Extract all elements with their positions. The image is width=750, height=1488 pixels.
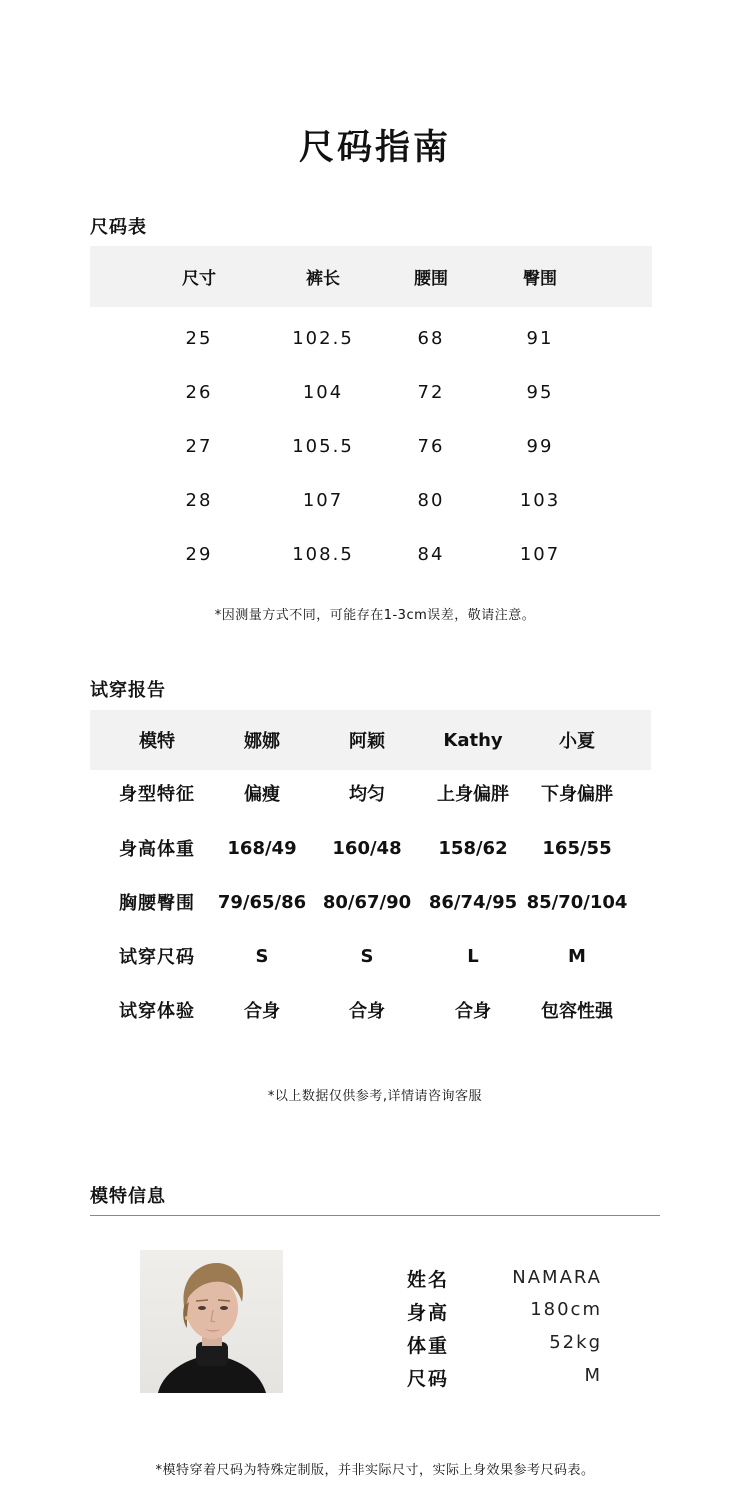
table-cell: L <box>467 945 479 967</box>
table-cell: 86/74/95 <box>428 891 518 913</box>
row-label: 试穿体验 <box>119 1001 195 1022</box>
length-column-header: 裤长 <box>306 269 340 289</box>
table-row <box>90 473 652 527</box>
table-row <box>90 527 652 581</box>
table-cell: 27 <box>185 435 213 457</box>
info-label-height: 身高 <box>407 1302 450 1324</box>
table-cell: 95 <box>526 381 554 403</box>
table-cell: 偏瘦 <box>244 784 280 805</box>
table-cell: 包容性强 <box>541 1001 613 1022</box>
table-row <box>90 365 652 419</box>
table-row <box>90 766 651 820</box>
table-cell: 158/62 <box>438 837 508 859</box>
row-label: 身高体重 <box>119 839 195 860</box>
table-cell: 103 <box>519 489 561 511</box>
section-divider <box>90 1215 660 1216</box>
table-row <box>90 875 651 929</box>
table-cell: 80 <box>417 489 445 511</box>
table-cell: 上身偏胖 <box>437 784 509 805</box>
table-cell: M <box>568 945 586 967</box>
model-info-heading: 模特信息 <box>90 1186 166 1207</box>
table-cell: 76 <box>417 435 445 457</box>
info-value-name: NAMARA <box>512 1267 602 1288</box>
row-label: 胸腰臀围 <box>119 893 195 914</box>
table-cell: 25 <box>185 327 213 349</box>
table-cell: 合身 <box>455 1001 491 1022</box>
table-cell: 80/67/90 <box>322 891 412 913</box>
table-cell: 160/48 <box>332 837 402 859</box>
table-cell: S <box>255 945 269 967</box>
model-photo <box>140 1250 283 1393</box>
table-cell: 68 <box>417 327 445 349</box>
table-cell: 104 <box>302 381 344 403</box>
table-cell: 107 <box>302 489 344 511</box>
table-cell: 108.5 <box>292 543 354 565</box>
row-label: 身型特征 <box>119 784 195 805</box>
tryon-report-heading: 试穿报告 <box>90 680 166 701</box>
table-cell: 107 <box>519 543 561 565</box>
table-cell: 91 <box>526 327 554 349</box>
row-label: 试穿尺码 <box>119 947 195 968</box>
model-kathy-header: Kathy <box>443 729 503 751</box>
footer-note: *模特穿着尺码为特殊定制版，并非实际尺寸，实际上身效果参考尺码表。 <box>155 1463 595 1478</box>
table-cell: 105.5 <box>292 435 354 457</box>
waist-column-header: 腰围 <box>414 269 448 289</box>
model-xiaoxia-header: 小夏 <box>559 731 595 752</box>
info-label-name: 姓名 <box>407 1269 450 1291</box>
table-row <box>90 929 651 983</box>
table-cell: 85/70/104 <box>526 891 628 913</box>
info-value-size: M <box>584 1365 602 1386</box>
size-table-header <box>90 246 652 307</box>
table-cell: 26 <box>185 381 213 403</box>
table-cell: 168/49 <box>227 837 297 859</box>
table-cell: 下身偏胖 <box>541 784 613 805</box>
measurement-note: *因测量方式不同，可能存在1-3cm误差，敬请注意。 <box>214 608 536 623</box>
table-cell: 79/65/86 <box>217 891 307 913</box>
table-cell: 165/55 <box>542 837 612 859</box>
page-title: 尺码指南 <box>298 128 451 168</box>
table-row <box>90 983 651 1037</box>
model-column-header: 模特 <box>139 731 175 752</box>
tryon-table-header <box>90 710 651 770</box>
table-cell: 合身 <box>244 1001 280 1022</box>
table-cell: 合身 <box>349 1001 385 1022</box>
table-cell: 102.5 <box>292 327 354 349</box>
info-label-weight: 体重 <box>407 1335 450 1357</box>
table-cell: 28 <box>185 489 213 511</box>
table-row <box>90 419 652 473</box>
table-cell: S <box>360 945 374 967</box>
hip-column-header: 臀围 <box>523 269 557 289</box>
model-aying-header: 阿颖 <box>349 731 385 752</box>
model-nana-header: 娜娜 <box>244 731 280 752</box>
info-label-size: 尺码 <box>407 1368 450 1390</box>
table-cell: 均匀 <box>349 784 385 805</box>
table-row <box>90 821 651 875</box>
table-row <box>90 311 652 365</box>
info-value-weight: 52kg <box>549 1332 602 1353</box>
tryon-note: *以上数据仅供参考,详情请咨询客服 <box>267 1089 483 1104</box>
size-table-heading: 尺码表 <box>90 217 147 238</box>
table-cell: 29 <box>185 543 213 565</box>
model-portrait-icon <box>140 1250 283 1393</box>
size-column-header: 尺寸 <box>182 269 216 289</box>
table-cell: 84 <box>417 543 445 565</box>
table-cell: 99 <box>526 435 554 457</box>
table-cell: 72 <box>417 381 445 403</box>
info-value-height: 180cm <box>530 1299 602 1320</box>
